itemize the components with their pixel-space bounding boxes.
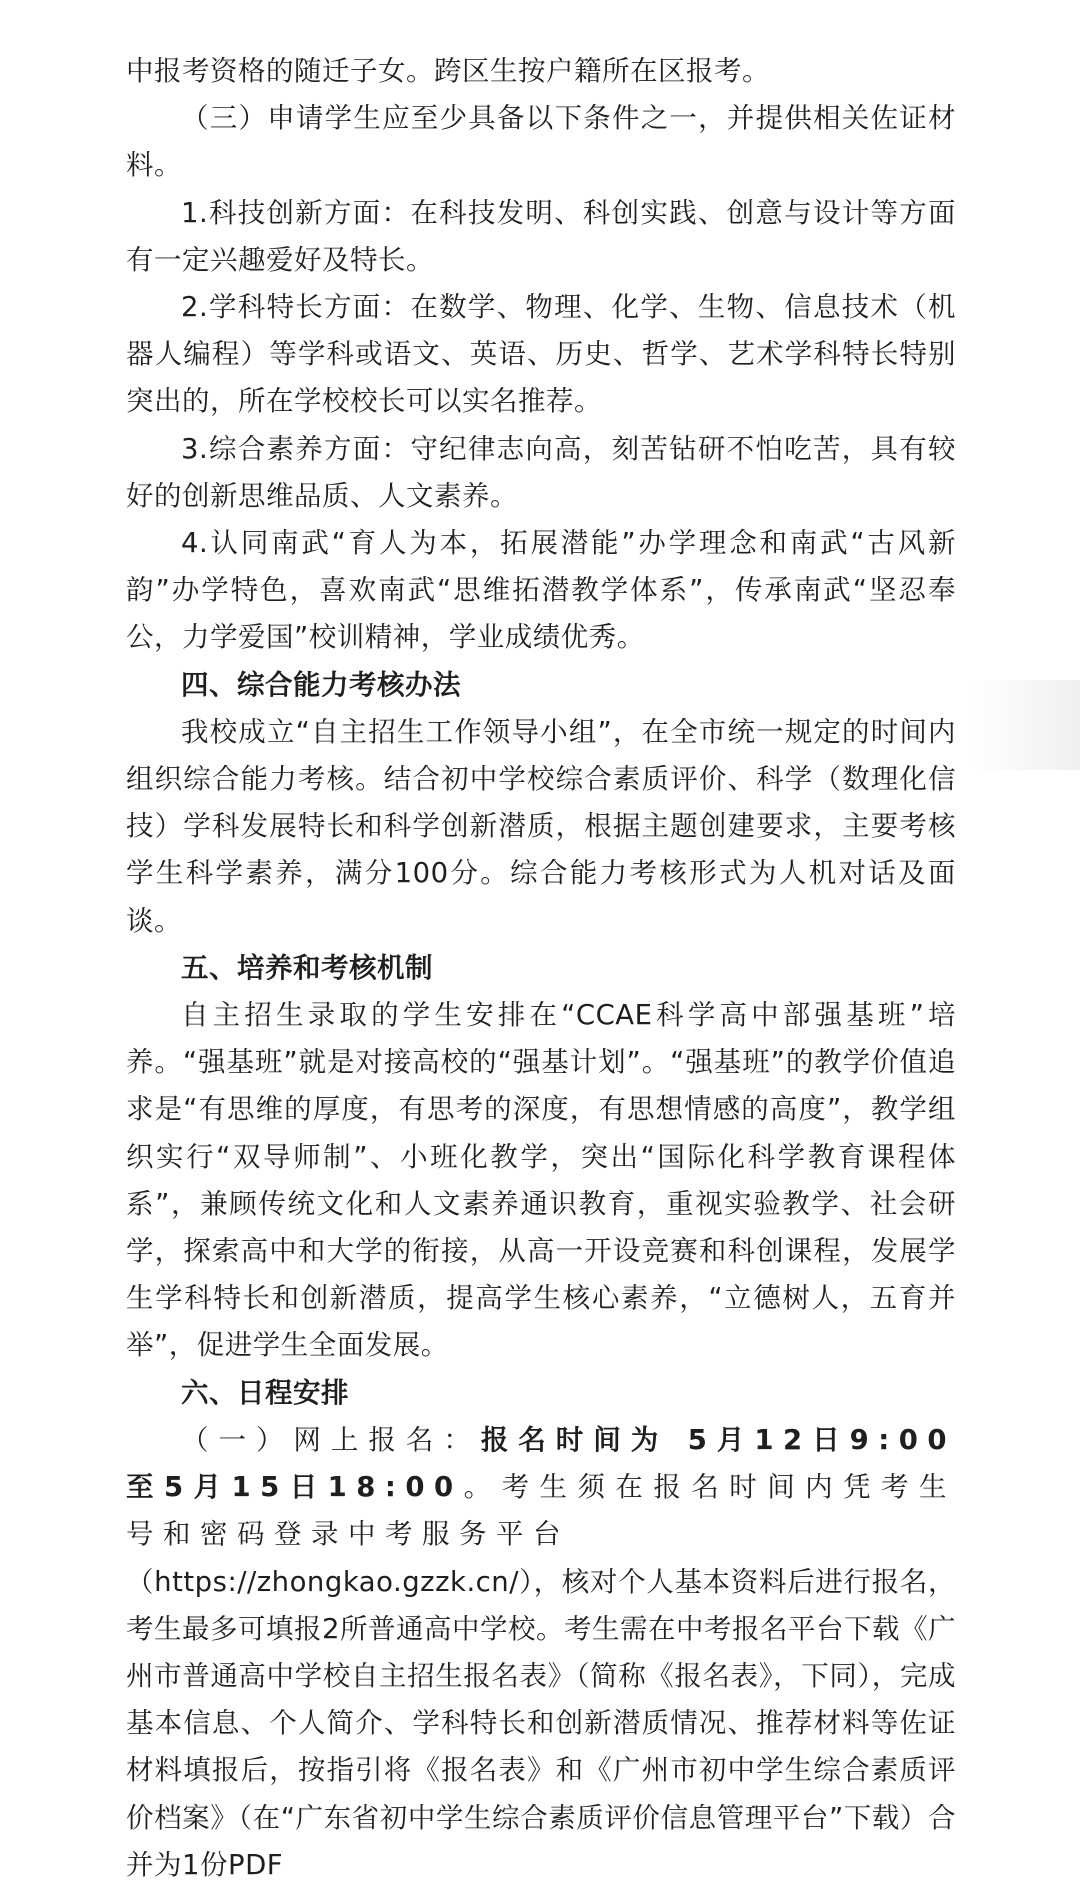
paragraph-condition-3: 3.综合素养方面：守纪律志向高，刻苦钻研不怕吃苦，具有较好的创新思维品质、人文素养。 [126,432,956,512]
document-body [126,48,956,1889]
paragraph-training-mechanism: 自主招生录取的学生安排在“CCAE科学高中部强基班”培养。“强基班”就是对接高校的“强基计划”。“强基班”的教学价值追求是“有思维的厚度，有思考的深度，有思想情感的高度”，教学组织实行“双导师制”、小班化教学，突出“国际化科学教育课程体系”，兼顾传统文化和人文素养通识教育，重视实验教学、社会研学，探索高中和大学的衔接，从高一开设竞赛和科创课程，发展学生学科特长和创新潜质，提高学生核心素养，“立德树人，五育并举”，促进学生全面发展。 [126,999,956,1362]
paragraph-assessment-method: 我校成立“自主招生工作领导小组”，在全市统一规定的时间内组织综合能力考核。结合初中学校综合素质评价、科学（数理化信技）学科发展特长和科学创新潜质，根据主题创建要求，主要考核学生科学素养，满分100分。综合能力考核形式为人机对话及面谈。 [126,715,956,937]
paragraph-residency: 中报考资格的随迁子女。跨区生按户籍所在区报考。 [126,55,770,87]
registration-label: （一）网上报名： [181,1423,481,1456]
heading-section-4: 四、综合能力考核办法 [181,668,461,701]
paragraph-condition-2: 2.学科特长方面：在数学、物理、化学、生物、信息技术（机器人编程）等学科或语文、英语、历史、哲学、艺术学科特长特别突出的，所在学校校长可以实名推荐。 [126,291,956,418]
paragraph-registration-details: （https://zhongkao.gzzk.cn/），核对个人基本资料后进行报名，考生最多可填报2所普通高中学校。考生需在中考报名平台下载《广州市普通高中学校自主招生报名表》（简称《报名表》，下同），完成基本信息、个人简介、学科特长和创新潜质情况、推荐材料等佐证材料填报后，按指引将《报名表》和《广州市初中学生综合素质评价档案》（在“广东省初中学生综合素质评价信息管理平台”下载）合并为1份PDF [126,1565,956,1881]
paragraph-conditions-intro: （三）申请学生应至少具备以下条件之一，并提供相关佐证材料。 [126,102,956,182]
paragraph-condition-1: 1.科技创新方面：在科技发明、科创实践、创意与设计等方面有一定兴趣爱好及特长。 [126,196,956,276]
registration-instructions: 。考生须在报名时间内凭考生号和密码登录中考服务平台 [126,1471,956,1551]
heading-section-6: 六、日程安排 [181,1376,349,1409]
registration-time: 报名时间为 5月12日9:00至5月15日18:00 [126,1423,956,1504]
paragraph-online-registration [126,1417,956,1559]
paragraph-condition-4: 4.认同南武“育人为本，拓展潜能”办学理念和南武“古风新韵”办学特色，喜欢南武“思维拓潜教学体系”，传承南武“坚忍奉公，力学爱国”校训精神，学业成绩优秀。 [126,527,956,654]
heading-section-5: 五、培养和考核机制 [181,951,433,984]
